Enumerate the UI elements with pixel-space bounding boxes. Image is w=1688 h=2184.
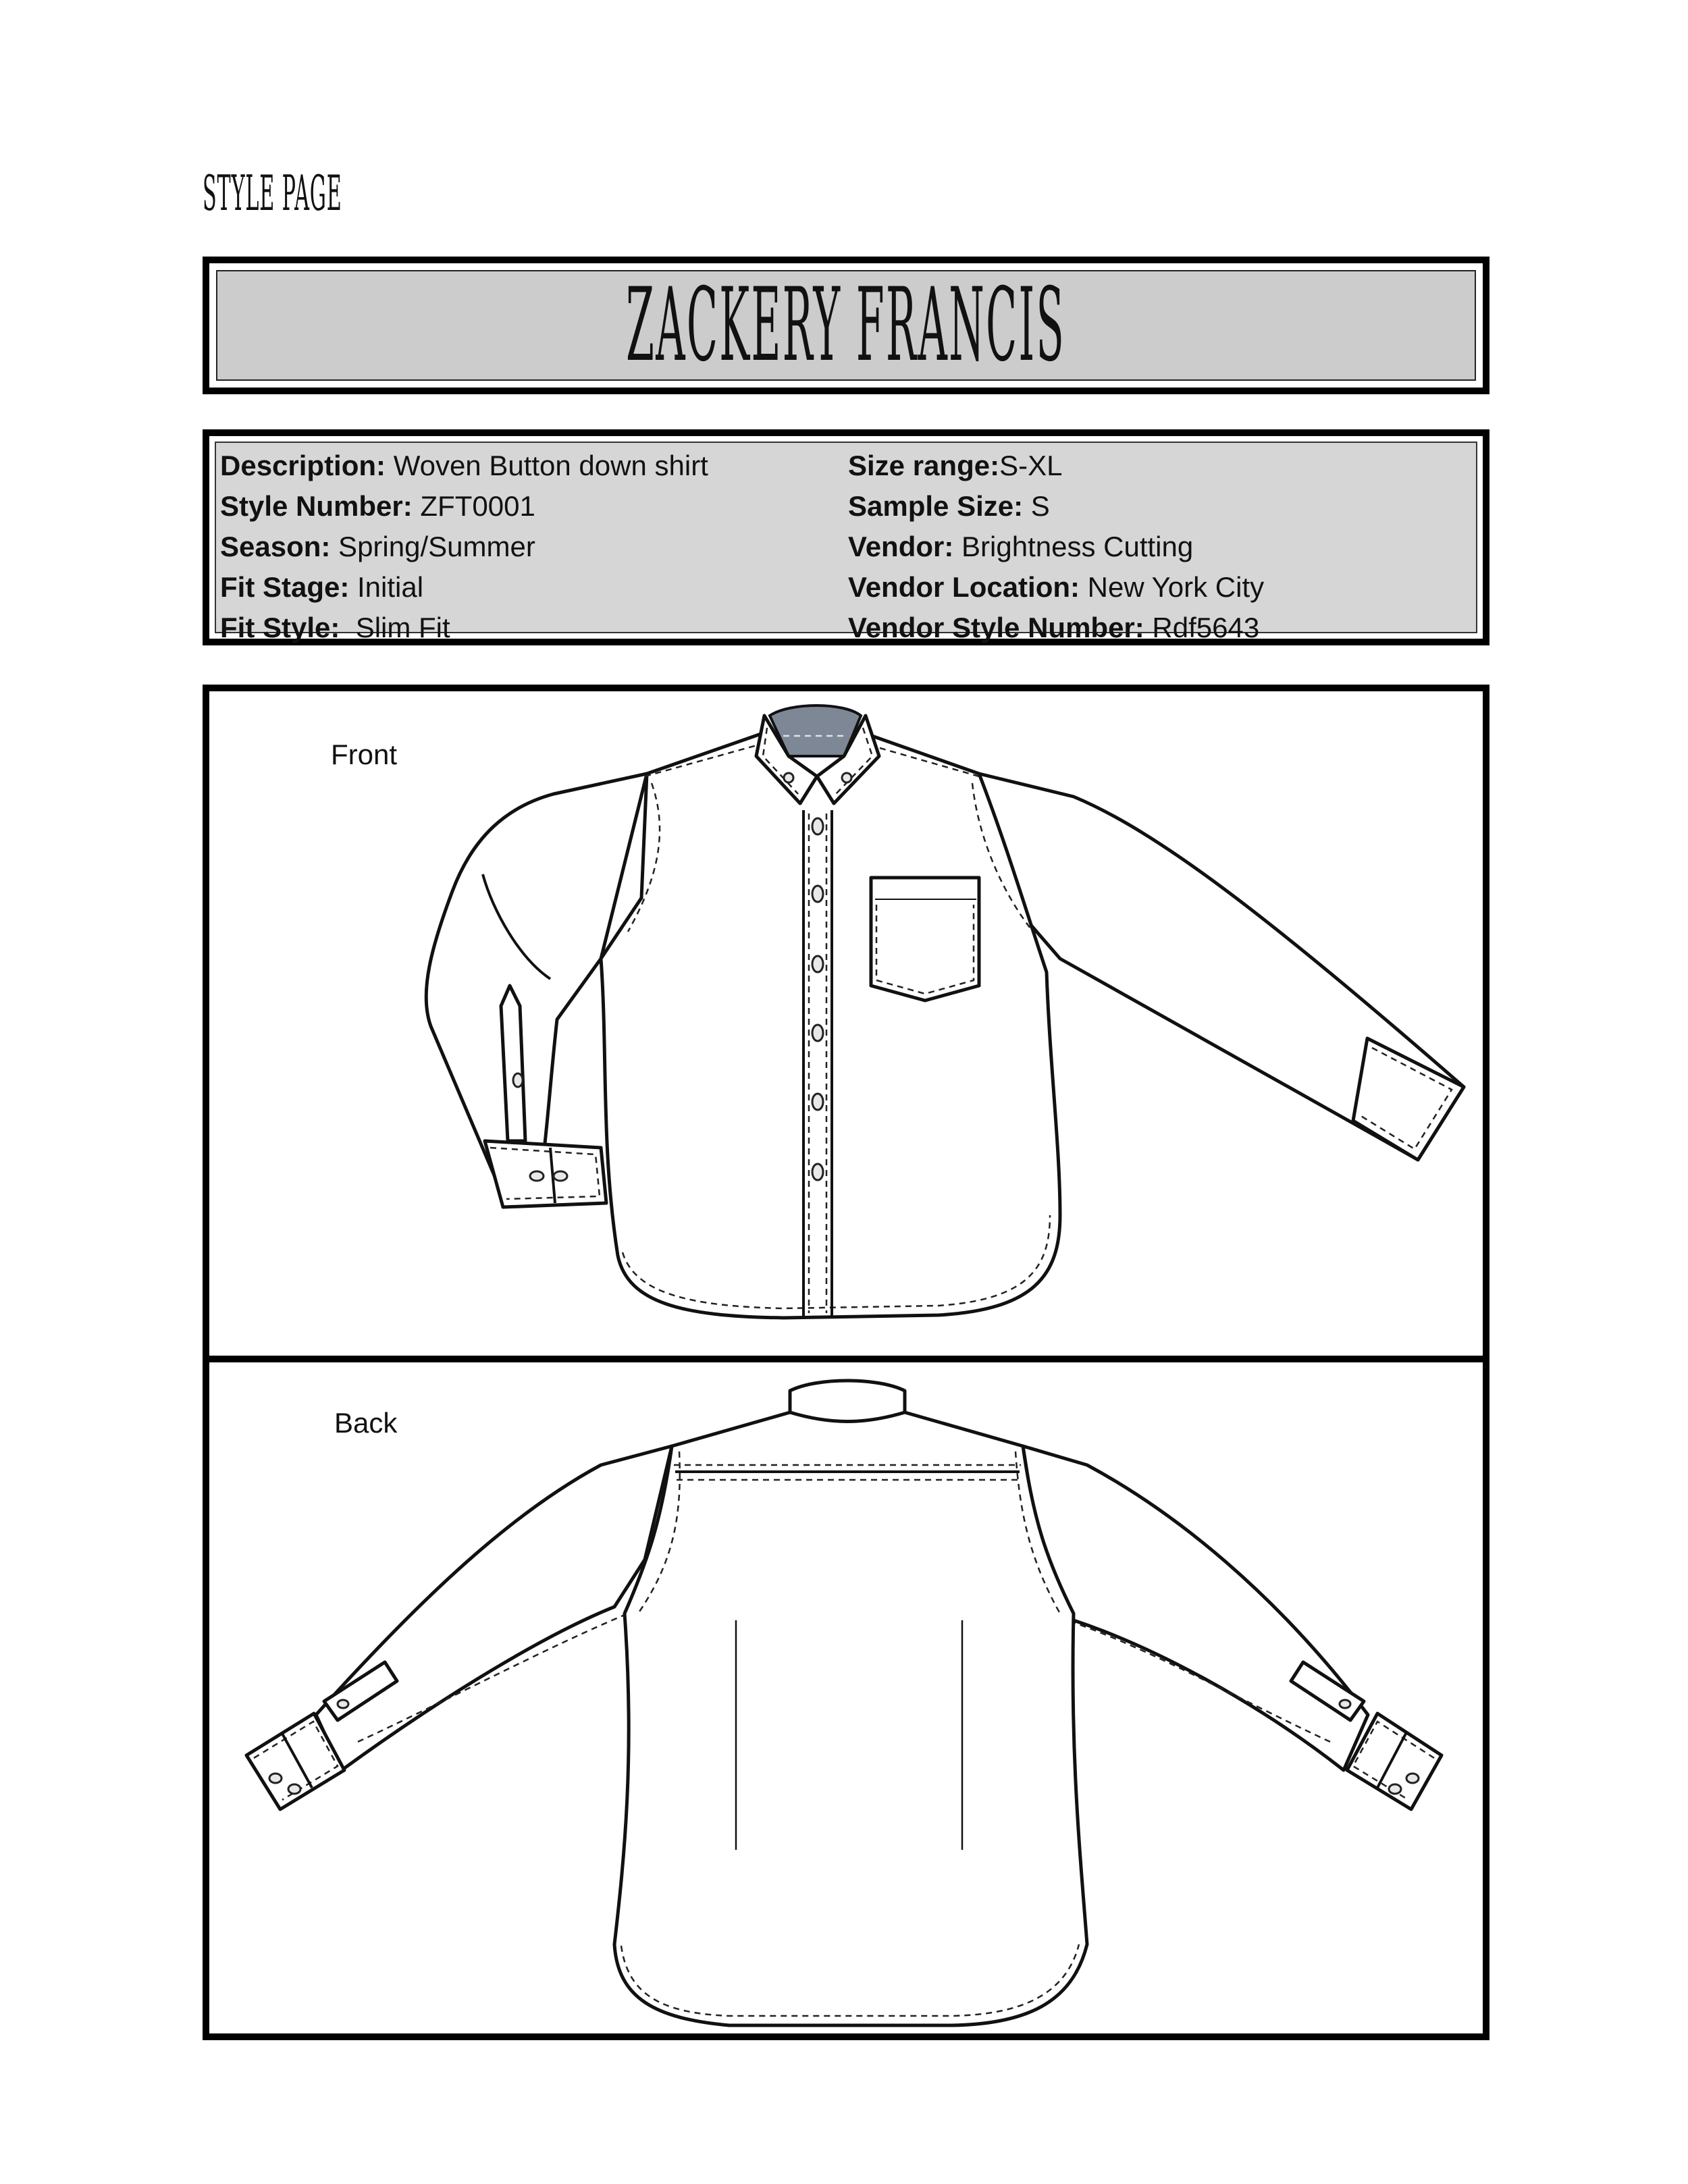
back-view-label: Back — [334, 1407, 398, 1439]
brand-header — [203, 257, 1489, 394]
spec-column-left — [220, 446, 708, 648]
spec-column-right — [848, 446, 1264, 648]
back-collar — [790, 1381, 905, 1422]
page-label: STYLE PAGE — [203, 165, 342, 221]
spec-style-number: Style Number: ZFT0001 — [220, 490, 535, 522]
spec-sample-size: Sample Size: S — [848, 490, 1050, 522]
flat-sketch-panel — [203, 685, 1489, 2040]
spec-fit-stage: Fit Stage: Initial — [220, 571, 424, 603]
back-left-sleeve — [316, 1446, 672, 1770]
spec-table — [203, 429, 1489, 645]
spec-vendor-location: Vendor Location: New York City — [848, 571, 1265, 603]
back-placket-button-icon — [338, 1700, 348, 1708]
spec-vendor: Vendor: Brightness Cutting — [848, 531, 1194, 562]
back-shirt-sketch — [209, 691, 1483, 2033]
back-left-cuff-button-icon — [269, 1774, 282, 1783]
spec-season: Season: Spring/Summer — [220, 531, 535, 562]
spec-size-range: Size range:S-XL — [848, 450, 1063, 481]
front-view-label: Front — [331, 739, 398, 770]
spec-table-fill — [215, 442, 1477, 643]
spec-description: Description: Woven Button down shirt — [220, 450, 708, 481]
back-right-cuff-button-icon — [1406, 1774, 1419, 1783]
back-right-cuff-button-icon — [1389, 1784, 1401, 1794]
spec-vendor-style-number: Vendor Style Number: Rdf5643 — [848, 612, 1260, 643]
back-body — [614, 1412, 1087, 2025]
back-left-cuff-button-icon — [288, 1784, 300, 1794]
brand-header-fill — [216, 270, 1476, 381]
brand-title: ZACKERY FRANCIS — [626, 270, 1066, 381]
back-placket-button-icon — [1340, 1700, 1350, 1708]
spec-fit-style: Fit Style: Slim Fit — [220, 612, 450, 643]
